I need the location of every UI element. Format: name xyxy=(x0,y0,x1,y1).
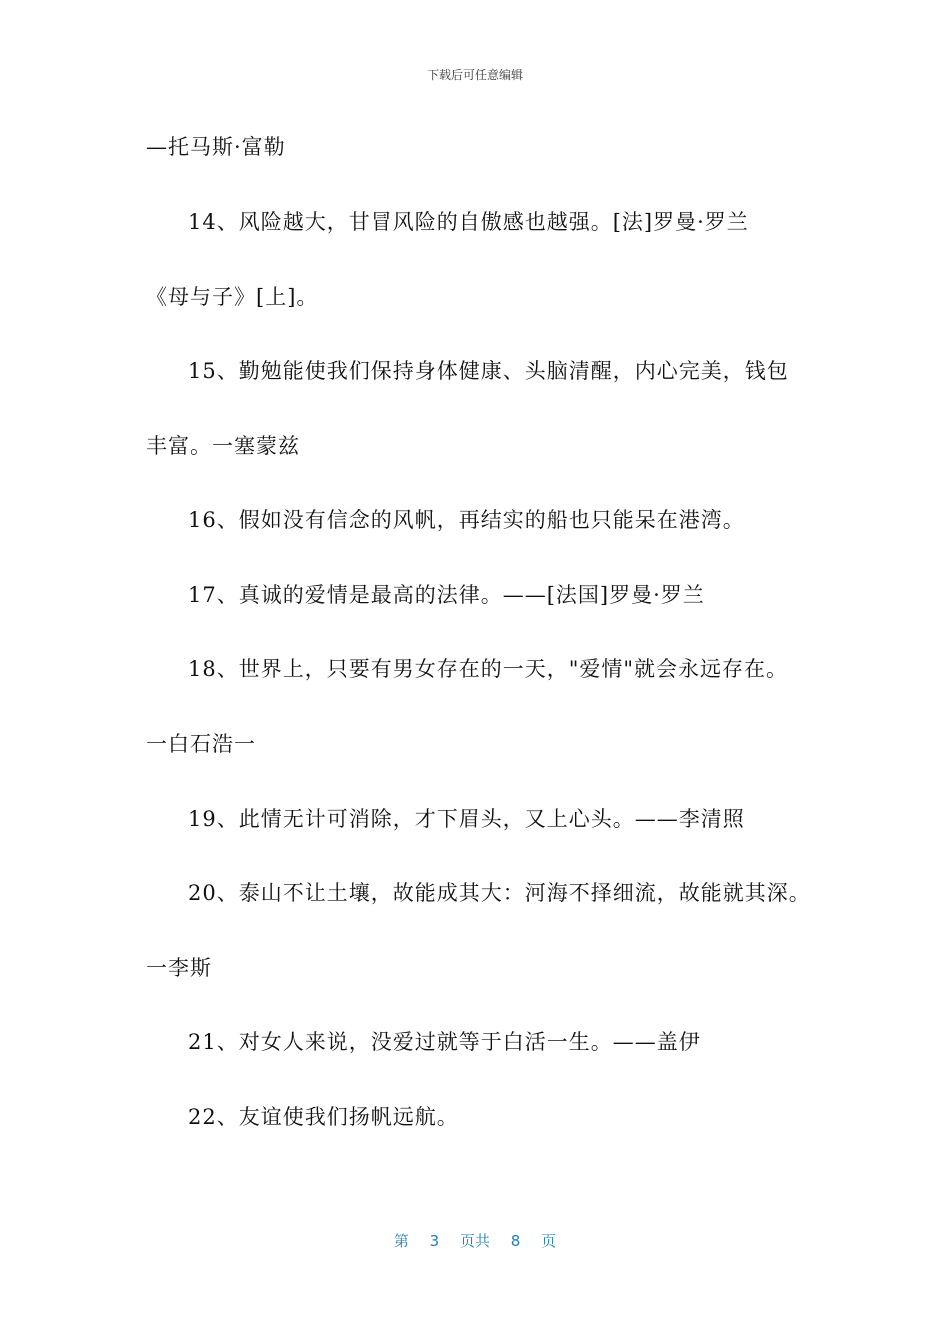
quote-line: 丰富。一塞蒙兹 xyxy=(146,434,300,458)
quote-line: 《母与子》[上]。 xyxy=(146,285,319,309)
page-number: 3 xyxy=(429,1232,440,1250)
page-header: 下载后可任意编辑 xyxy=(426,68,523,82)
page-label: 第 xyxy=(393,1232,409,1250)
quote-line: 15、勤勉能使我们保持身体健康、头脑清醒，内心完美，钱包 xyxy=(188,359,789,383)
quote-line: 21、对女人来说，没爱过就等于白活一生。——盖伊 xyxy=(188,1030,701,1054)
of-label: 页共 xyxy=(459,1232,490,1250)
quote-line: 19、此情无计可消除，才下眉头，又上心头。——李清照 xyxy=(188,807,745,831)
total-pages: 8 xyxy=(510,1232,521,1250)
page-suffix: 页 xyxy=(541,1232,557,1250)
quote-line: 一白石浩一 xyxy=(146,732,256,756)
quote-line: 18、世界上，只要有男女存在的一天，"爱情"就会永远存在。 xyxy=(188,657,789,681)
quote-line: 16、假如没有信念的风帆，再结实的船也只能呆在港湾。 xyxy=(188,508,745,532)
page-footer xyxy=(0,1230,950,1251)
quote-line: 一李斯 xyxy=(146,956,212,980)
quote-line: 20、泰山不让土壤，故能成其大：河海不择细流，故能就其深。 xyxy=(188,881,811,905)
quote-line: 17、真诚的爱情是最高的法律。——[法国]罗曼·罗兰 xyxy=(188,583,705,607)
quote-line: —托马斯·富勒 xyxy=(146,135,286,159)
quote-line: 22、友谊使我们扬帆远航。 xyxy=(188,1105,459,1129)
quote-line: 14、风险越大，甘冒风险的自傲感也越强。[法]罗曼·罗兰 xyxy=(188,210,749,234)
